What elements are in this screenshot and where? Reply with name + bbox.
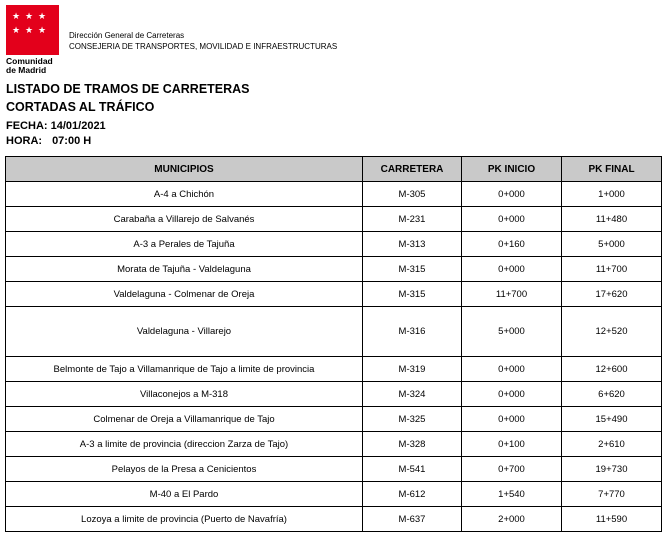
table-row [6, 382, 662, 407]
cell-pk-inicio: 1+540 [462, 482, 562, 507]
org-ministry: CONSEJERIA DE TRANSPORTES, MOVILIDAD E INFRAESTRUCTURAS [69, 42, 338, 51]
cell-pk-final: 19+730 [562, 457, 662, 482]
cell-municipios: Morata de Tajuña - Valdelaguna [6, 257, 363, 282]
star-icon: ★ [12, 26, 21, 36]
closed-roads-table [5, 156, 662, 532]
table-row [6, 307, 662, 357]
table-row [6, 282, 662, 307]
cell-municipios: Valdelaguna - Colmenar de Oreja [6, 282, 363, 307]
cell-pk-final: 1+000 [562, 182, 662, 207]
cell-municipios: M-40 a El Pardo [6, 482, 363, 507]
cell-pk-final: 12+600 [562, 357, 662, 382]
star-icon: ★ [12, 12, 21, 22]
document-title: LISTADO DE TRAMOS DE CARRETERAS CORTADAS AL TRÁFICO [6, 82, 250, 114]
star-icon: ★ [38, 12, 47, 22]
star-icon: ★ [38, 26, 47, 36]
cell-pk-inicio: 0+160 [462, 232, 562, 257]
cell-municipios: Lozoya a limite de provincia (Puerto de Navafría) [6, 507, 363, 532]
header-carretera: CARRETERA [363, 157, 462, 182]
table-header-row [6, 157, 662, 182]
hora-line: HORA: 07:00 H [6, 135, 92, 147]
cell-pk-final: 5+000 [562, 232, 662, 257]
cell-pk-inicio: 2+000 [462, 507, 562, 532]
hora-value: 07:00 H [52, 135, 92, 147]
table-row [6, 257, 662, 282]
cell-carretera: M-316 [363, 307, 462, 357]
table-row [6, 182, 662, 207]
cell-pk-inicio: 0+000 [462, 182, 562, 207]
cell-pk-final: 11+590 [562, 507, 662, 532]
table-row [6, 207, 662, 232]
header-pk-final: PK FINAL [562, 157, 662, 182]
cell-pk-final: 2+610 [562, 432, 662, 457]
cell-carretera: M-612 [363, 482, 462, 507]
cell-pk-inicio: 0+700 [462, 457, 562, 482]
document-meta [6, 119, 106, 149]
org-department: Dirección General de Carreteras [69, 31, 185, 40]
cell-municipios: A-3 a Perales de Tajuña [6, 232, 363, 257]
cell-pk-inicio: 0+000 [462, 257, 562, 282]
cell-pk-inicio: 0+100 [462, 432, 562, 457]
table-row [6, 507, 662, 532]
cell-carretera: M-319 [363, 357, 462, 382]
fecha-line: FECHA: 14/01/2021 [6, 120, 106, 132]
cell-pk-inicio: 0+000 [462, 407, 562, 432]
cell-pk-final: 12+520 [562, 307, 662, 357]
cell-carretera: M-315 [363, 282, 462, 307]
cell-pk-final: 6+620 [562, 382, 662, 407]
star-icon: ★ [25, 26, 34, 36]
cell-pk-inicio: 0+000 [462, 357, 562, 382]
cell-carretera: M-328 [363, 432, 462, 457]
cell-pk-final: 11+700 [562, 257, 662, 282]
fecha-value: 14/01/2021 [50, 120, 106, 132]
table-row [6, 432, 662, 457]
cell-carretera: M-313 [363, 232, 462, 257]
cell-municipios: Valdelaguna - Villarejo [6, 307, 363, 357]
table-row [6, 357, 662, 382]
cell-pk-final: 7+770 [562, 482, 662, 507]
header-municipios: MUNICIPIOS [6, 157, 363, 182]
cell-municipios: Carabaña a Villarejo de Salvanés [6, 207, 363, 232]
cell-pk-inicio: 5+000 [462, 307, 562, 357]
table-row [6, 407, 662, 432]
cell-pk-inicio: 11+700 [462, 282, 562, 307]
cell-carretera: M-637 [363, 507, 462, 532]
star-icon: ★ [25, 12, 34, 22]
cell-carretera: M-231 [363, 207, 462, 232]
cell-carretera: M-541 [363, 457, 462, 482]
cell-municipios: Belmonte de Tajo a Villamanrique de Tajo a limite de provincia [6, 357, 363, 382]
cell-pk-inicio: 0+000 [462, 207, 562, 232]
cell-municipios: Colmenar de Oreja a Villamanrique de Tajo [6, 407, 363, 432]
table-row [6, 232, 662, 257]
cell-municipios: Villaconejos a M-318 [6, 382, 363, 407]
cell-carretera: M-324 [363, 382, 462, 407]
cell-municipios: A-4 a Chichón [6, 182, 363, 207]
cell-pk-final: 17+620 [562, 282, 662, 307]
logo-text: Comunidad de Madrid [6, 56, 53, 75]
table-row [6, 482, 662, 507]
cell-carretera: M-325 [363, 407, 462, 432]
table-row [6, 457, 662, 482]
cell-carretera: M-305 [363, 182, 462, 207]
cell-pk-final: 15+490 [562, 407, 662, 432]
comunidad-de-madrid-logo [6, 5, 59, 75]
organization-info [69, 30, 337, 52]
cell-municipios: A-3 a limite de provincia (direccion Zarza de Tajo) [6, 432, 363, 457]
cell-pk-final: 11+480 [562, 207, 662, 232]
header-pk-inicio: PK INICIO [462, 157, 562, 182]
cell-carretera: M-315 [363, 257, 462, 282]
logo-flag [6, 5, 59, 55]
cell-municipios: Pelayos de la Presa a Cenicientos [6, 457, 363, 482]
cell-pk-inicio: 0+000 [462, 382, 562, 407]
